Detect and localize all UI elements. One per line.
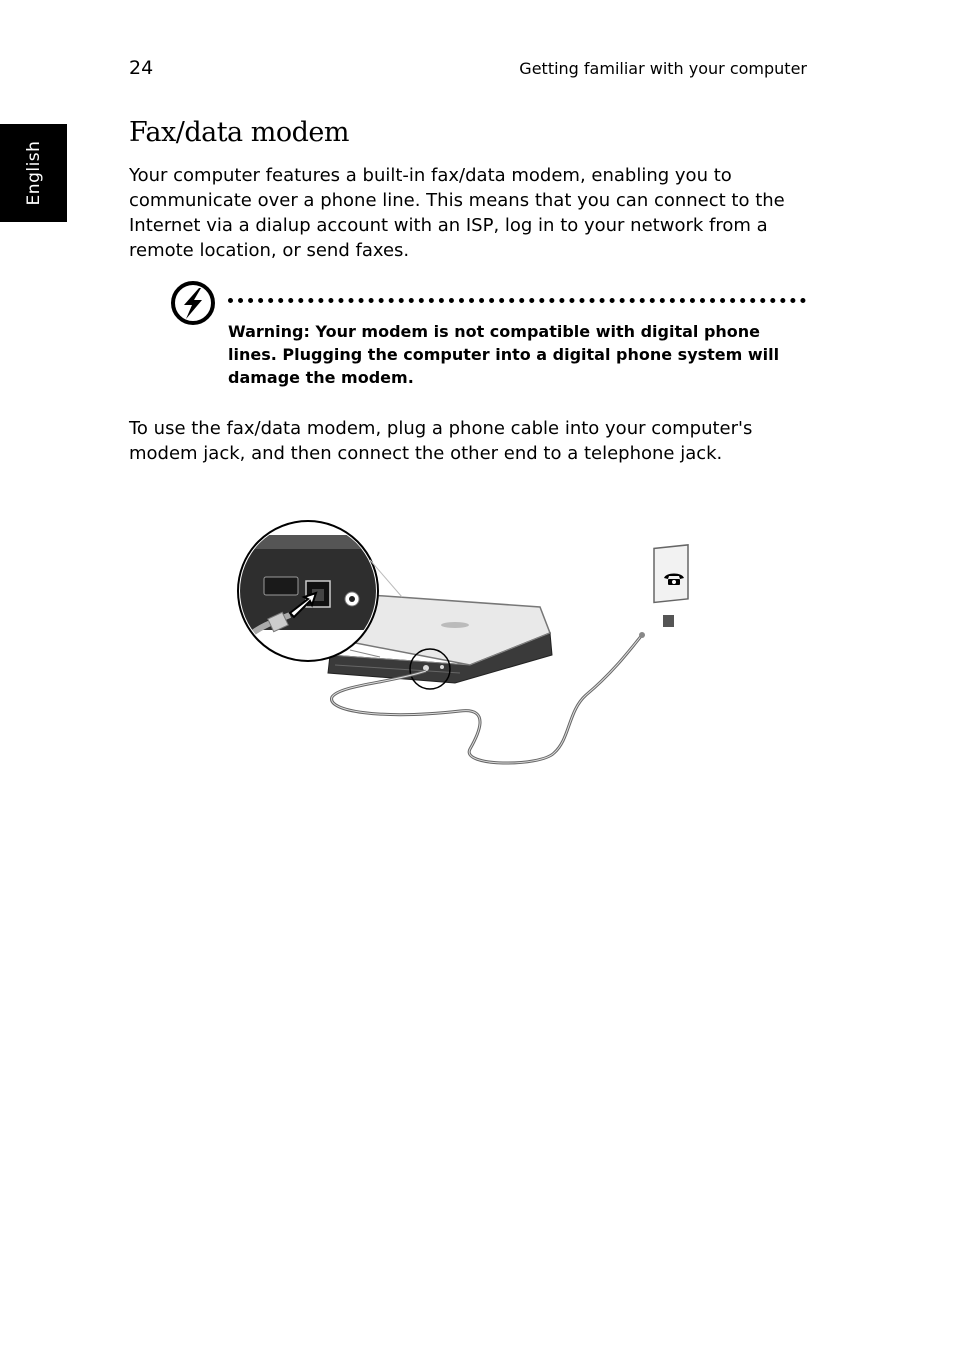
modem-connection-illustration — [230, 515, 710, 775]
running-header: Getting familiar with your computer — [519, 59, 807, 78]
language-tab — [0, 124, 67, 222]
section-title: Fax/data modem — [129, 117, 349, 148]
intro-paragraph: Your computer features a built-in fax/data modem, enabling you to communicate over a phone line. This means that you can connect to the Internet via a dialup account with an ISP, log in to your network from a remote location, or send faxes. — [129, 165, 785, 261]
language-tab-label: English — [23, 140, 44, 206]
warning-text: Warning: Your modem is not compatible with digital phone lines. Plugging the computer into a digital phone system will damage the modem. — [228, 322, 780, 387]
page-number: 24 — [129, 57, 154, 79]
warning-divider — [228, 298, 806, 303]
wall-phone-jack — [654, 545, 688, 603]
lightning-warning-icon — [170, 280, 216, 326]
instructions-paragraph: To use the fax/data modem, plug a phone cable into your computer's modem jack, and then connect the other end to a telephone jack. — [129, 418, 753, 464]
